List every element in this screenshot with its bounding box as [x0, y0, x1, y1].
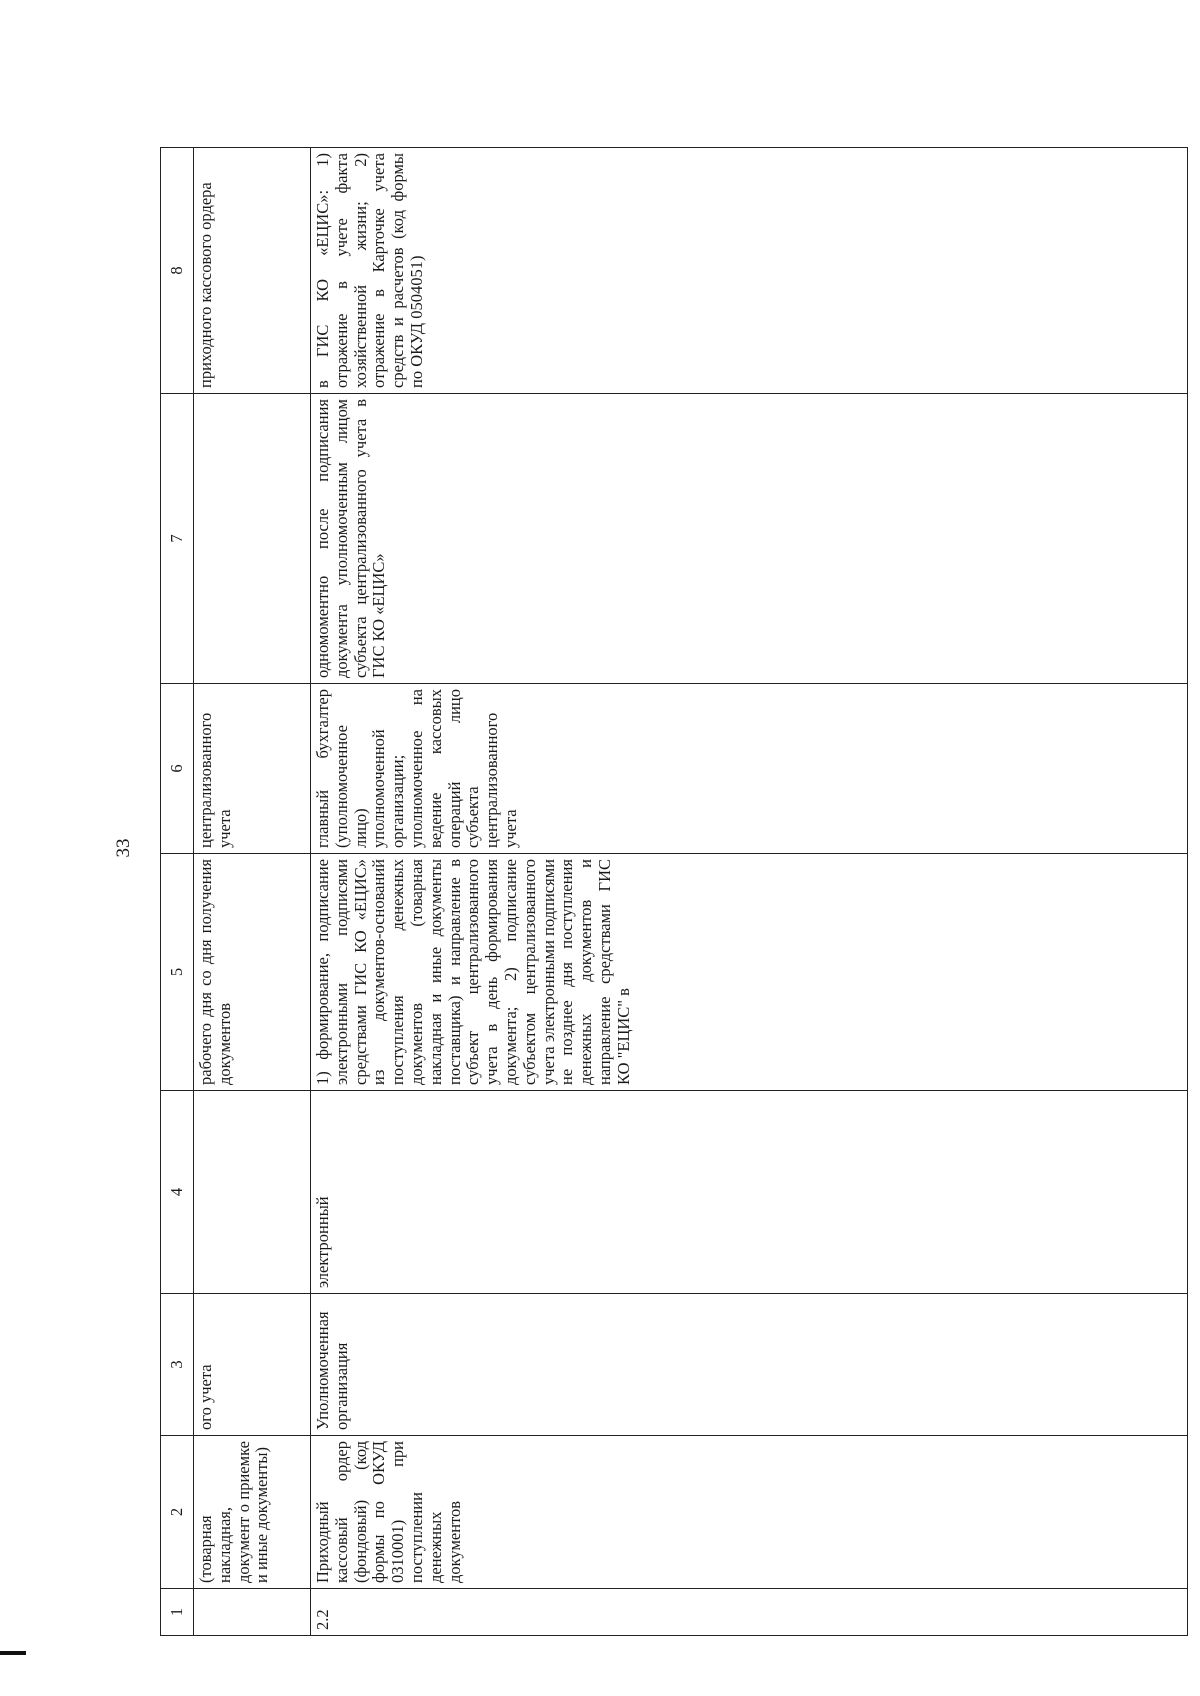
- submission-deadline: одномоментно после подписания документа уполномоченным лицом субъекта централизованного учета в ГИС КО «ЕЦИС»: [311, 394, 1188, 684]
- cont-cell-4: [194, 1091, 311, 1294]
- document-name: Приходный кассовый ордер (фондовый) (код формы по ОКУД 0310001) при поступлении денежных документов: [311, 1436, 1188, 1589]
- document-usage: в ГИС КО «ЕЦИС»: 1) отражение в учете факта хозяйственной жизни; 2) отражение в Карточке учета средств и расчетов (код формы по ОКУД 0504051): [311, 148, 1188, 394]
- row-number: 2.2: [311, 1589, 1188, 1636]
- cont-cell-3: ого учета: [194, 1294, 311, 1436]
- page-number: [113, 828, 135, 868]
- header-col-1: 1: [161, 1589, 194, 1636]
- cont-cell-6: централизованного учета: [194, 684, 311, 854]
- cont-cell-1: [194, 1589, 311, 1636]
- cont-cell-5: рабочего дня со дня получения документов: [194, 854, 311, 1091]
- header-col-6: 6: [161, 684, 194, 854]
- header-col-8: 8: [161, 148, 194, 394]
- responsible-persons: главный бухгалтер (уполномоченное лицо) уполномоченной организации; уполномоченное на ведение кассовых операций лицо субъекта централизованного учета: [311, 684, 1188, 854]
- header-col-2: 2: [161, 1436, 194, 1589]
- document-originator: Уполномоченная организация: [311, 1294, 1188, 1436]
- document-table-rotated: [160, 148, 1188, 1636]
- header-col-4: 4: [161, 1091, 194, 1294]
- header-row: [161, 148, 194, 1636]
- page-number-text: 33: [113, 838, 134, 858]
- header-col-7: 7: [161, 394, 194, 684]
- document-procedure: 1) формирование, подписание электронными подписями средствами ГИС КО «ЕЦИС» из документов-оснований поступления денежных документов (товарная накладная и иные документы поставщика) и направление в субъект централизованного учета в день формирования документа; 2) подписание субъектом централизованного учета электронными подписями не позднее дня поступления денежных документов и направление средствами ГИС КО "ЕЦИС" в: [311, 854, 1188, 1091]
- continuation-row: [194, 148, 311, 1636]
- scan-edge-mark: [0, 1651, 26, 1655]
- cont-cell-8: приходного кассового ордера: [194, 148, 311, 394]
- header-col-3: 3: [161, 1294, 194, 1436]
- document-table: [160, 147, 1188, 1636]
- table-row-2-2: [311, 148, 1188, 1636]
- cont-cell-2: (товарная накладная, документ о приемке и иные документы): [194, 1436, 311, 1589]
- cont-cell-7: [194, 394, 311, 684]
- document-table-frame: [160, 148, 1188, 1636]
- header-col-5: 5: [161, 854, 194, 1091]
- document-format: электронный: [311, 1091, 1188, 1294]
